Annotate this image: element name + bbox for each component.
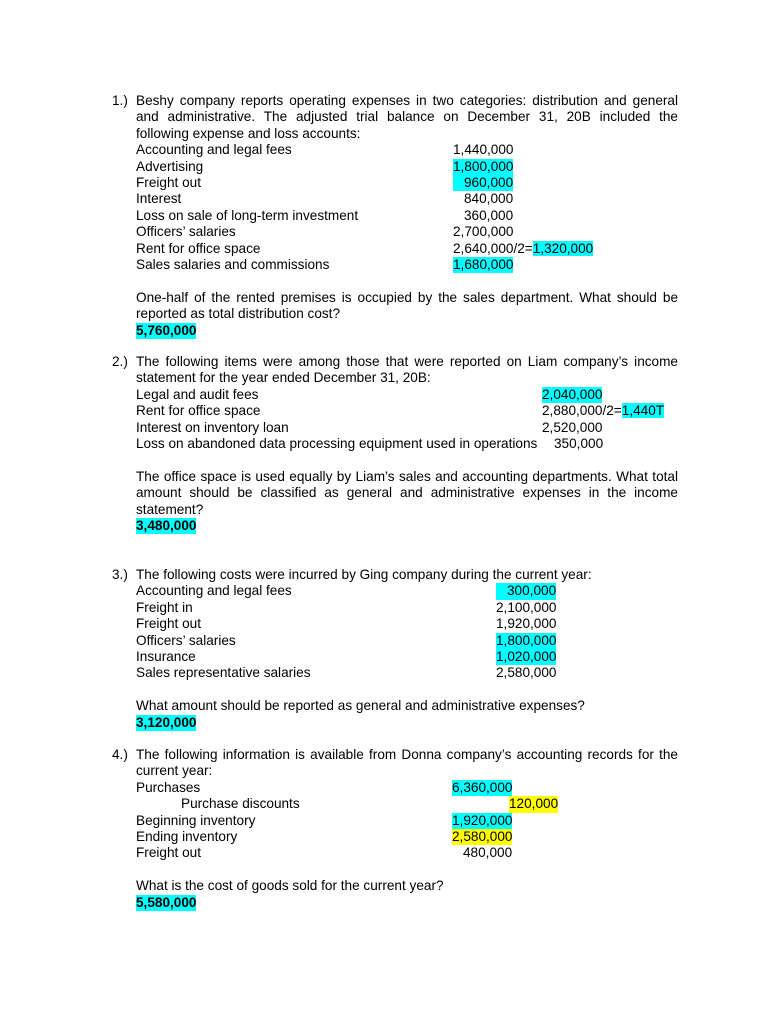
question-intro: The following costs were incurred by Ging company during the current year: [136, 567, 592, 582]
table-row [136, 257, 678, 273]
question-number: 2.) [112, 354, 128, 369]
table-row [136, 436, 678, 452]
table-row [136, 633, 678, 649]
row-label: Freight out [136, 175, 201, 190]
row-label: Sales salaries and commissions [136, 256, 330, 272]
row-value: 1,920,000 [452, 812, 513, 828]
table-row [136, 665, 678, 681]
table-row [136, 780, 678, 796]
row-label: Sales representative salaries [136, 665, 311, 681]
row-value: 2,040,000 [542, 386, 603, 402]
row-label: Beginning inventory [136, 812, 256, 828]
row-value-prefix: 2,880,000/2= [542, 403, 622, 419]
row-value: 350,000 [554, 435, 604, 451]
table-row [136, 616, 678, 632]
question-text: What is the cost of goods sold for the current year? [136, 878, 444, 894]
row-label: Purchases [136, 779, 201, 795]
row-value: 360,000 [464, 207, 514, 223]
row-value: 1,020,000 [496, 648, 557, 664]
row-value: 300,000 [496, 583, 556, 599]
table-row [136, 420, 678, 436]
row-label: Loss on abandoned data processing equipment used in operations [136, 435, 538, 451]
row-value: 1,800,000 [453, 158, 514, 174]
row-value: 1,920,000 [496, 616, 557, 632]
answer: 3,480,000 [136, 517, 197, 533]
row-value: 120,000 [509, 796, 559, 812]
table-row [136, 175, 678, 191]
table-row [136, 845, 678, 861]
table-row [136, 649, 678, 665]
question-intro: The following information is available from Donna company’s accounting records for the current year: [136, 747, 678, 779]
question-1 [112, 93, 678, 339]
row-label: Purchase discounts [181, 796, 300, 812]
question-intro: Beshy company reports operating expenses in two categories: distribution and general and administrative. The adjusted trial balance on December 31, 20B included the following expense and loss accounts: [136, 93, 678, 141]
row-label: Freight out [136, 845, 201, 861]
row-value: 1,800,000 [496, 632, 557, 648]
table-row [136, 387, 678, 403]
answer: 5,580,000 [136, 894, 197, 910]
table-row [136, 583, 678, 599]
row-value: 2,580,000 [452, 828, 513, 844]
row-label: Interest on inventory loan [136, 419, 289, 435]
row-label: Interest [136, 191, 182, 207]
row-label: Officers’ salaries [136, 632, 236, 648]
table-row [136, 241, 678, 257]
row-value: 2,100,000 [496, 599, 557, 615]
row-label: Freight out [136, 616, 201, 632]
row-label: Loss on sale of long-term investment [136, 207, 359, 223]
table-row [136, 191, 678, 207]
row-label: Officers’ salaries [136, 224, 236, 240]
question-4 [112, 747, 678, 911]
row-value-prefix: 2,640,000/2= [453, 240, 533, 256]
row-label: Legal and audit fees [136, 386, 259, 402]
row-value: 6,360,000 [452, 779, 513, 795]
table-row [136, 403, 678, 419]
row-value: 1,440,000 [453, 142, 514, 158]
question-number: 3.) [112, 567, 128, 582]
row-value: 2,700,000 [453, 224, 514, 240]
row-label: Advertising [136, 158, 204, 174]
row-value: 480,000 [463, 845, 513, 861]
question-text: One-half of the rented premises is occupied by the sales department. What should be reported as total distribution cost? [136, 289, 678, 322]
question-3 [112, 567, 678, 731]
answer: 5,760,000 [136, 322, 197, 338]
question-number: 1.) [112, 93, 128, 108]
row-value: 960,000 [453, 175, 513, 191]
answer: 3,120,000 [136, 714, 197, 730]
row-value: 2,520,000 [542, 419, 603, 435]
question-intro: The following items were among those that were reported on Liam company’s income statement for the year ended December 31, 20B: [136, 354, 678, 386]
question-number: 4.) [112, 747, 128, 762]
table-row [136, 813, 678, 829]
question-text: The office space is used equally by Liam’s sales and accounting departments. What total amount should be classified as general and administrative expenses in the income statement? [136, 468, 678, 517]
table-row [136, 142, 678, 158]
table-row [136, 224, 678, 240]
table-row [136, 208, 678, 224]
row-label: Freight in [136, 599, 193, 615]
table-row [136, 600, 678, 616]
row-value: 1,320,000 [532, 240, 594, 256]
table-row [136, 829, 678, 845]
row-label: Ending inventory [136, 828, 238, 844]
row-label: Rent for office space [136, 240, 261, 256]
table-row [136, 796, 678, 812]
row-label: Accounting and legal fees [136, 583, 292, 599]
row-value: 1,680,000 [453, 256, 514, 272]
question-2 [112, 354, 678, 534]
row-value: 840,000 [464, 191, 514, 207]
row-value: 2,580,000 [496, 665, 557, 681]
table-row [136, 159, 678, 175]
row-label: Accounting and legal fees [136, 142, 292, 158]
row-value: 1,440T [621, 403, 665, 419]
row-label: Rent for office space [136, 403, 261, 419]
question-text: What amount should be reported as general and administrative expenses? [136, 698, 585, 714]
row-label: Insurance [136, 648, 196, 664]
